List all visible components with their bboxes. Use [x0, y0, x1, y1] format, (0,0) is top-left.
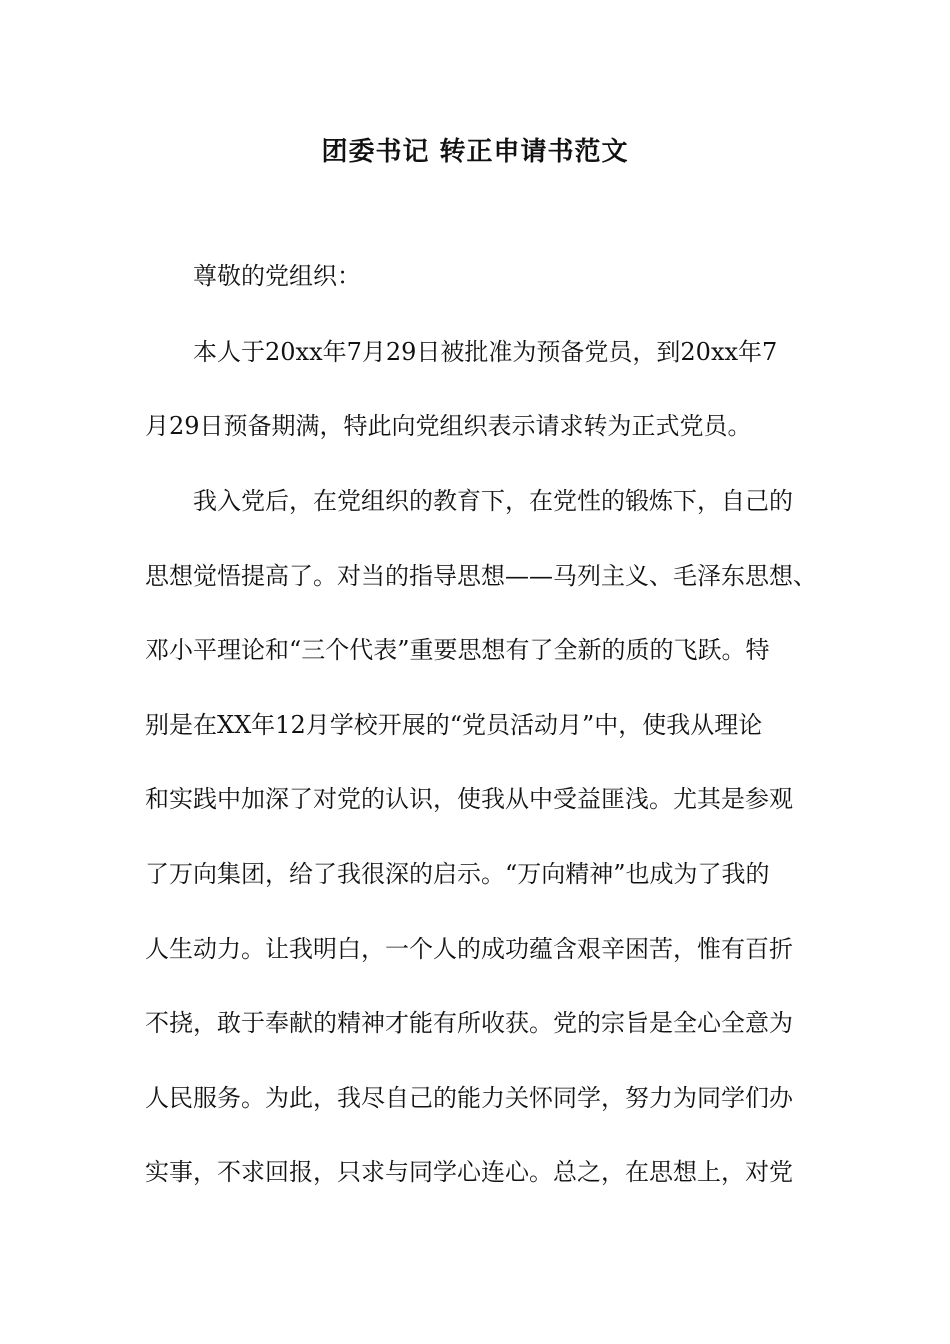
body-line: 邓小平理论和“三个代表”重要思想有了全新的质的飞跃。特: [145, 636, 770, 664]
body-line: 人民服务。为此，我尽自己的能力关怀同学，努力为同学们办: [145, 1084, 793, 1112]
body-line: 人生动力。让我明白，一个人的成功蕴含艰辛困苦，惟有百折: [145, 935, 793, 963]
body-line: 了万向集团，给了我很深的启示。“万向精神”也成为了我的: [145, 860, 770, 888]
body-line: 不挠，敢于奉献的精神才能有所收获。党的宗旨是全心全意为: [145, 1009, 793, 1037]
body-line: 月29日预备期满，特此向党组织表示请求转为正式党员。: [145, 412, 752, 440]
body-line: 思想觉悟提高了。对当的指导思想——马列主义、毛泽东思想、: [145, 562, 817, 590]
body-line: 和实践中加深了对党的认识，使我从中受益匪浅。尤其是参观: [145, 785, 793, 813]
body-line: 我入党后，在党组织的教育下，在党性的锻炼下，自己的: [193, 487, 793, 515]
salutation-line: 尊敬的党组织：: [193, 262, 361, 290]
body-line: 别是在XX年12月学校开展的“党员活动月”中，使我从理论: [145, 711, 763, 739]
document-title: 团委书记 转正申请书范文: [321, 137, 629, 167]
body-line: 本人于20xx年7月29日被批准为预备党员，到20xx年7: [193, 338, 778, 366]
body-line: 实事，不求回报，只求与同学心连心。总之，在思想上，对党: [145, 1158, 793, 1186]
